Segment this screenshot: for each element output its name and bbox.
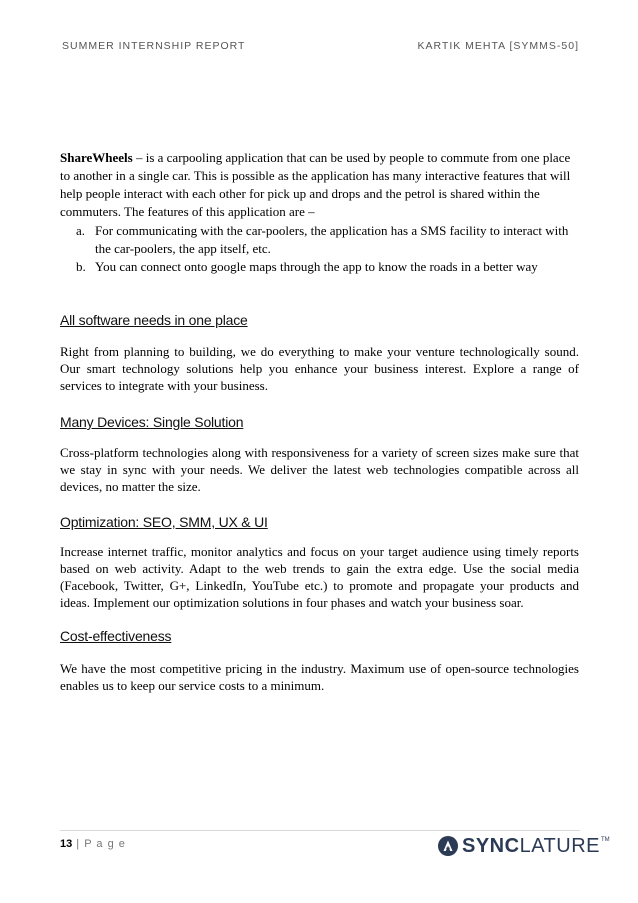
intro-paragraph	[60, 149, 580, 221]
section-text-cost-effectiveness: We have the most competitive pricing in the industry. Maximum use of open-source technologies enables us to keep our service costs to a minimum.	[60, 661, 579, 693]
page-number-label	[60, 838, 126, 850]
list-item	[60, 222, 580, 258]
section-title-software-needs: All software needs in one place	[60, 312, 248, 328]
synclature-logo-icon	[437, 835, 459, 857]
section-title-optimization: Optimization: SEO, SMM, UX & UI	[60, 514, 268, 530]
page-number: 13	[60, 838, 73, 850]
list-item	[60, 258, 580, 276]
feature-list	[60, 222, 580, 276]
list-item-text: For communicating with the car-poolers, the application has a SMS facility to interact with the car-poolers, the app itself, etc.	[95, 223, 569, 256]
list-marker: b.	[76, 259, 86, 274]
section-title-cost-effectiveness: Cost-effectiveness	[60, 628, 172, 644]
page-separator: |	[72, 838, 85, 850]
synclature-logo	[437, 833, 610, 859]
footer-divider	[60, 830, 580, 831]
section-text-many-devices: Cross-platform technologies along with responsiveness for a variety of screen sizes make sure that we stay in sync with your needs. We deliver the latest web technologies compatible across all devices, no matter the size.	[60, 445, 579, 494]
page-word: P a g e	[84, 838, 126, 850]
section-text-software-needs: Right from planning to building, we do everything to make your venture technologically sound. Our smart technology solutions help you enhance your business interest. Explore a range of services to integrate with your business.	[60, 344, 579, 393]
section-text-optimization: Increase internet traffic, monitor analytics and focus on your target audience using timely reports based on web activity. Adapt to the web trends to gain the extra edge. Use the social media (Facebook, Twitter, G+, LinkedIn, YouTube etc.) to promote and propagate your products and ideas. Implement our optimization solutions in four phases and watch your business soar.	[60, 544, 579, 610]
section-title-many-devices: Many Devices: Single Solution	[60, 414, 244, 430]
header-author: KARTIK MEHTA [SYMMS-50]	[417, 40, 579, 52]
list-marker: a.	[76, 223, 86, 238]
intro-brand: ShareWheels	[60, 150, 133, 165]
logo-trademark: TM	[601, 837, 610, 843]
intro-text: – is a carpooling application that can be used by people to commute from one place to another in a single car. This is possible as the application has many interactive features that will help people interact with each other for pick up and drops and the petrol is shared within the commuters. The features of this application are –	[60, 150, 571, 219]
header-report-title: SUMMER INTERNSHIP REPORT	[62, 40, 246, 52]
logo-wordmark: SYNCLATURE	[462, 834, 600, 857]
list-item-text: You can connect onto google maps through the app to know the roads in a better way	[95, 259, 538, 274]
